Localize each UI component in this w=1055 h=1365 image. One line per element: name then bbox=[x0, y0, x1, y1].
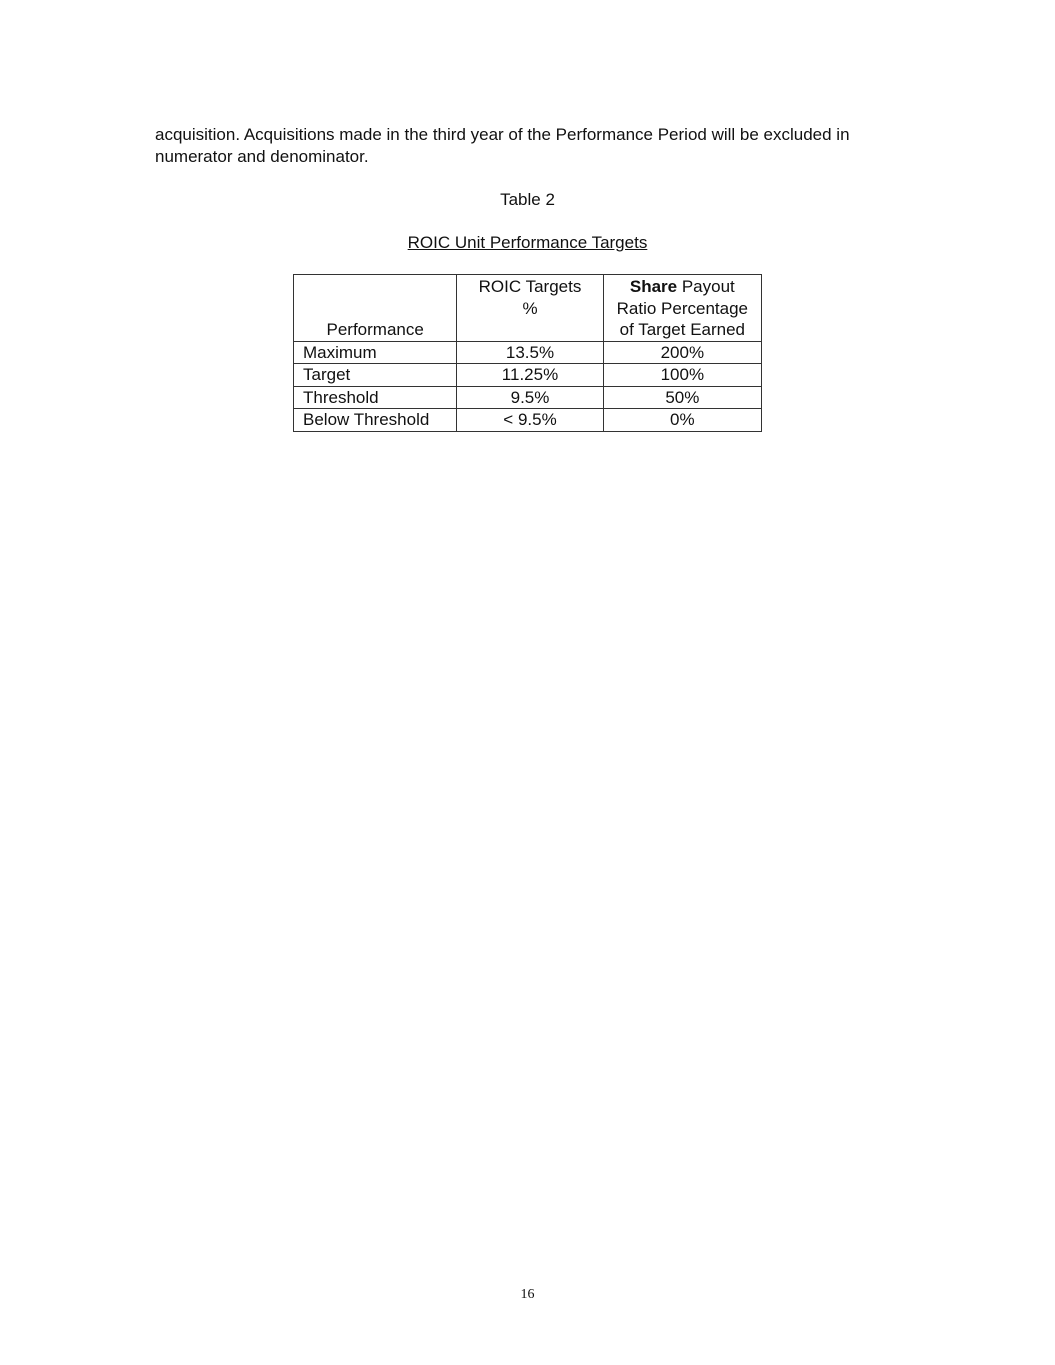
header-performance-label: Performance bbox=[326, 320, 424, 339]
header-payout-bold: Share bbox=[629, 277, 678, 296]
row-performance: Below Threshold bbox=[294, 409, 457, 432]
body-paragraph bbox=[155, 124, 915, 168]
header-payout-line1 bbox=[612, 276, 753, 298]
row-roic: 11.25% bbox=[457, 364, 603, 387]
table-row bbox=[294, 409, 762, 432]
row-performance: Maximum bbox=[294, 341, 457, 364]
row-roic: < 9.5% bbox=[457, 409, 603, 432]
row-payout: 100% bbox=[603, 364, 761, 387]
row-payout: 50% bbox=[603, 386, 761, 409]
page-number: 16 bbox=[520, 1287, 535, 1302]
header-payout-line2: Ratio Percentage bbox=[616, 298, 749, 318]
header-performance bbox=[294, 275, 457, 342]
table-row bbox=[294, 341, 762, 364]
table-row bbox=[294, 364, 762, 387]
header-roic-line2: % bbox=[522, 298, 538, 318]
row-payout: 200% bbox=[603, 341, 761, 364]
table-title: Table 2 bbox=[500, 190, 555, 209]
table-caption: ROIC Unit Performance Targets bbox=[407, 233, 648, 252]
row-roic: 13.5% bbox=[457, 341, 603, 364]
table-row bbox=[294, 386, 762, 409]
header-payout-line3: of Target Earned bbox=[619, 320, 746, 339]
row-roic: 9.5% bbox=[457, 386, 603, 409]
row-payout: 0% bbox=[603, 409, 761, 432]
header-payout-ratio bbox=[603, 275, 761, 342]
row-performance: Target bbox=[294, 364, 457, 387]
table-header-row bbox=[294, 275, 762, 342]
header-payout-line1-rest: Payout bbox=[677, 277, 735, 296]
row-performance: Threshold bbox=[294, 386, 457, 409]
paragraph-text: acquisition. Acquisitions made in the third year of the Performance Period will be excluded in numerator and denominator. bbox=[155, 125, 850, 166]
header-roic-targets bbox=[457, 275, 603, 342]
header-roic-line1: ROIC Targets bbox=[478, 277, 582, 296]
roic-targets-table bbox=[293, 274, 762, 432]
